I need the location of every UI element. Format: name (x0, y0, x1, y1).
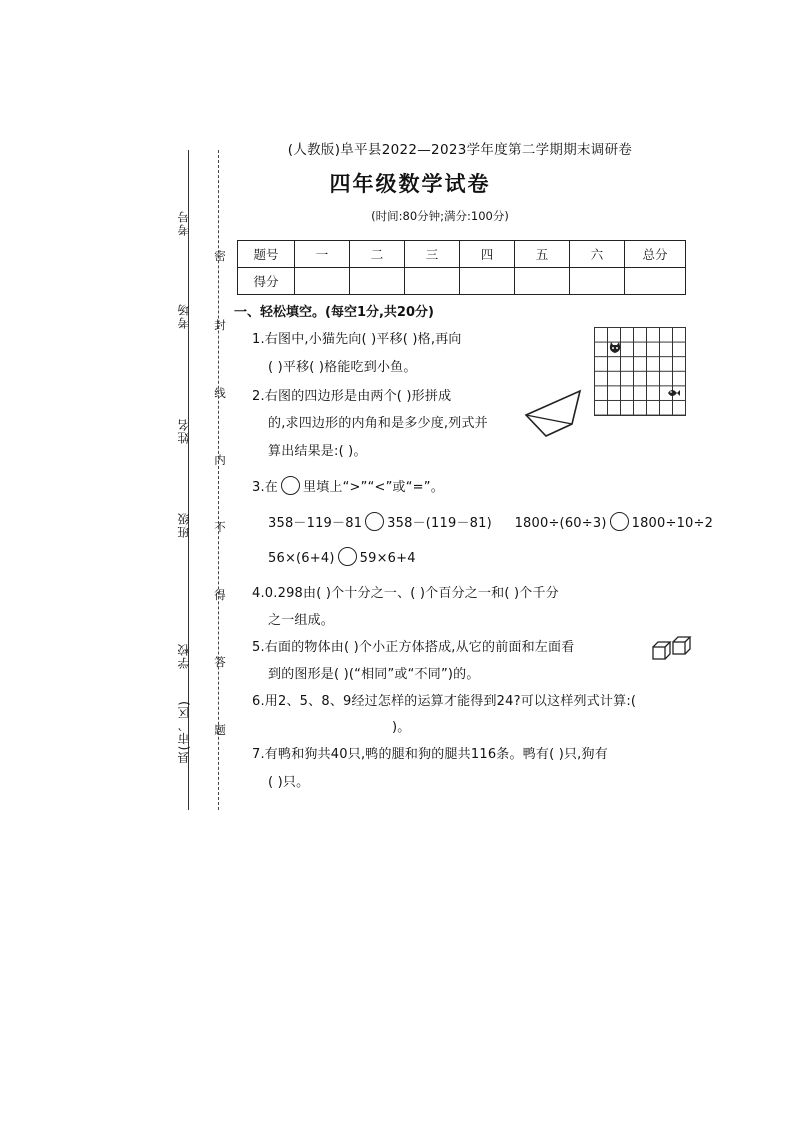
cubes-figure (651, 633, 693, 663)
fish-icon (667, 387, 681, 399)
compare-circle[interactable] (610, 512, 629, 531)
question-1-line-2: ( )平移( )格能吃到小鱼。 (268, 360, 417, 375)
score-header-cell: 四 (460, 241, 515, 268)
section-heading: 一、轻松填空。(每空1分,共20分) (234, 305, 434, 320)
question-3-line-3 (268, 547, 416, 566)
seal-char: 线 (214, 386, 226, 400)
question-7-line-2: ( )只。 (268, 775, 310, 790)
score-cell[interactable] (350, 268, 405, 295)
score-row-label: 得分 (238, 268, 295, 295)
score-header-cell: 六 (570, 241, 625, 268)
seal-char: 密 (214, 249, 226, 263)
label-school: 学校 (177, 643, 191, 669)
seal-char: 得 (214, 588, 226, 602)
label-exam-room: 考场 (177, 303, 191, 329)
expression: 56×(6+4) (268, 551, 335, 566)
score-cell[interactable] (460, 268, 515, 295)
score-cell[interactable] (515, 268, 570, 295)
score-header-cell: 五 (515, 241, 570, 268)
score-header-cell: 三 (405, 241, 460, 268)
score-table-header-row (238, 241, 686, 268)
question-2-line-3: 算出结果是:( )。 (268, 444, 367, 459)
quadrilateral-figure (524, 388, 586, 440)
score-table-score-row (238, 268, 686, 295)
score-cell[interactable] (625, 268, 686, 295)
expression: 59×6+4 (359, 551, 416, 566)
expression: 1800÷10÷2 (631, 516, 714, 531)
question-4-line-2: 之一组成。 (268, 613, 335, 628)
circle-icon (281, 476, 300, 495)
score-cell[interactable] (405, 268, 460, 295)
question-2-line-2: 的,求四边形的内角和是多少度,列式并 (268, 416, 488, 431)
score-cell[interactable] (295, 268, 350, 295)
expression: 1800÷(60÷3) (514, 516, 607, 531)
expression: 358－119－81 (268, 516, 363, 531)
score-header-cell: 二 (350, 241, 405, 268)
score-cell[interactable] (570, 268, 625, 295)
question-6-line-2: )。 (392, 720, 411, 735)
question-1-line-1: 1.右图中,小猫先向( )平移( )格,再向 (252, 332, 462, 347)
cat-icon (608, 341, 622, 355)
label-exam-number: 考号 (177, 210, 191, 236)
score-header-cell: 总分 (625, 241, 686, 268)
question-2-line-1: 2.右图的四边形是由两个( )形拼成 (252, 389, 452, 404)
expression: 358－(119－81) (387, 516, 492, 531)
label-class: 班级 (177, 512, 191, 538)
score-header-cell: 题号 (238, 241, 295, 268)
exam-source-title: (人教版)阜平县2022—2023学年度第二学期期末调研卷 (287, 142, 633, 158)
seal-char: 答 (214, 655, 226, 669)
question-3-suffix: 里填上“>”“<”或“=”。 (303, 480, 444, 495)
question-5-line-1: 5.右面的物体由( )个小正方体搭成,从它的前面和左面看 (252, 640, 575, 655)
exam-subtitle: (时间:80分钟;满分:100分) (371, 209, 509, 223)
label-county: 县(市、区) (177, 700, 191, 764)
question-3-line-2 (268, 512, 713, 531)
compare-circle[interactable] (365, 512, 384, 531)
question-3-prefix: 3.在 (252, 480, 279, 495)
question-6-line-1: 6.用2、5、8、9经过怎样的运算才能得到24?可以这样列式计算:( (252, 694, 637, 709)
question-3-line-1 (252, 476, 444, 495)
compare-circle[interactable] (338, 547, 357, 566)
seal-char: 不 (214, 520, 226, 534)
score-header-cell: 一 (295, 241, 350, 268)
label-name: 姓名 (177, 418, 191, 444)
question-4-line-1: 4.0.298由( )个十分之一、( )个百分之一和( )个千分 (252, 586, 559, 601)
seal-char: 内 (214, 453, 226, 467)
seal-char: 题 (214, 723, 226, 737)
exam-title: 四年级数学试卷 (329, 171, 491, 196)
question-7-line-1: 7.有鸭和狗共40只,鸭的腿和狗的腿共116条。鸭有( )只,狗有 (252, 747, 608, 762)
score-table (237, 240, 686, 295)
question-5-line-2: 到的图形是( )(“相同”或“不同”)的。 (268, 667, 480, 682)
seal-char: 封 (214, 318, 226, 332)
